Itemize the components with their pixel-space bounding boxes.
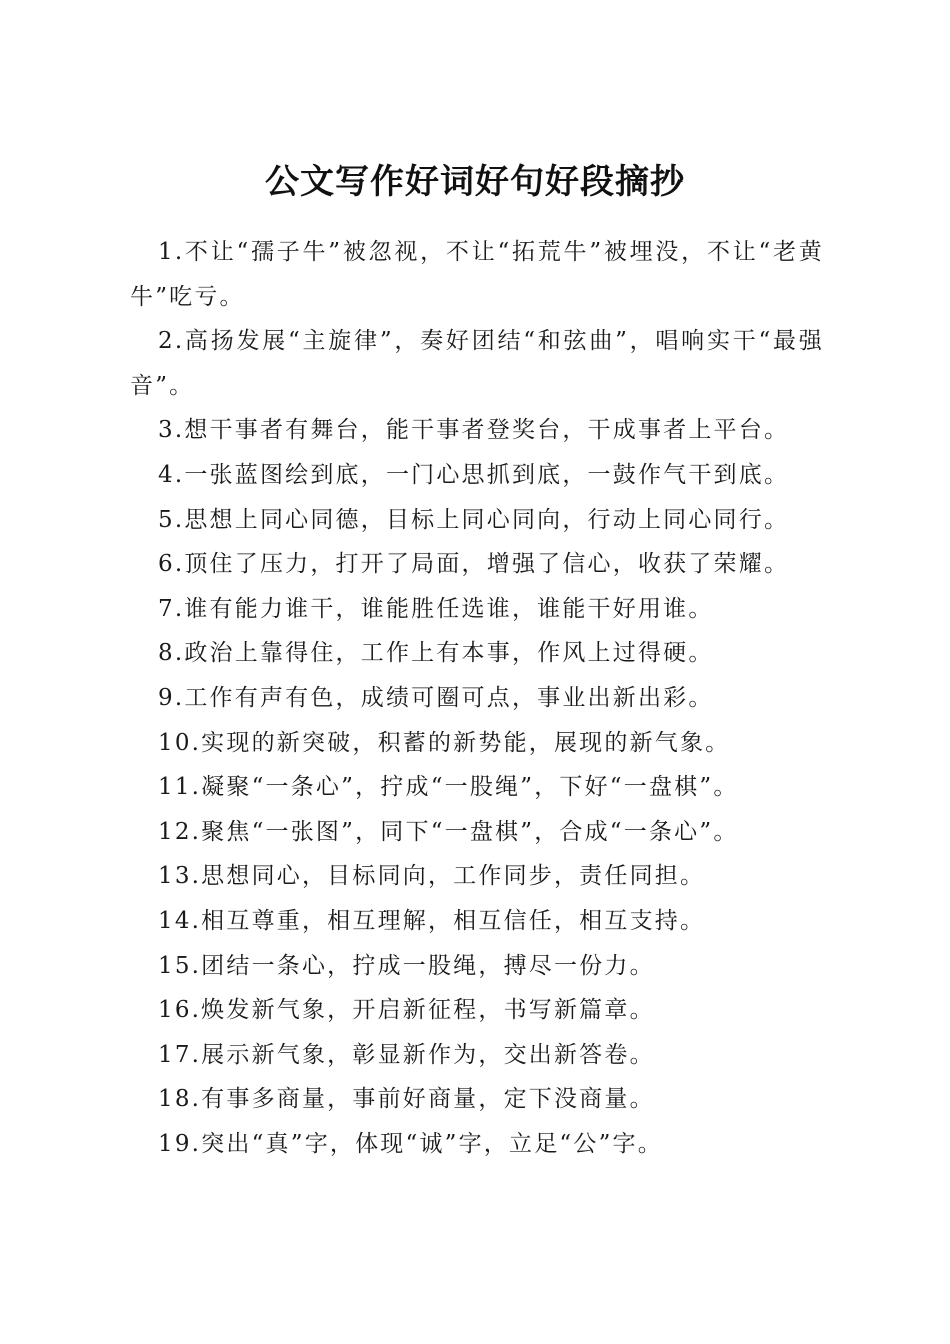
list-item: 3.想干事者有舞台，能干事者登奖台，干成事者上平台。 <box>158 417 790 444</box>
document-title: 公文写作好词好句好段摘抄 <box>265 161 685 202</box>
list-item: 13.思想同心，目标同向，工作同步，责任同担。 <box>158 863 706 890</box>
list-item: 1.不让“孺子牛”被忽视，不让“拓荒牛”被埋没，不让“老黄牛”吃亏。 <box>130 239 824 310</box>
list-item: 17.展示新气象，彰显新作为，交出新答卷。 <box>158 1041 655 1068</box>
list-item: 4.一张蓝图绘到底，一门心思抓到底，一鼓作气干到底。 <box>158 461 790 488</box>
list-item: 7.谁有能力谁干，谁能胜任选谁，谁能干好用谁。 <box>158 595 714 622</box>
list-item: 2.高扬发展“主旋律”，奏好团结“和弦曲”，唱响实干“最强音”。 <box>130 328 824 399</box>
list-item: 14.相互尊重，相互理解，相互信任，相互支持。 <box>158 907 706 934</box>
list-item: 19.突出“真”字，体现“诚”字，立足“公”字。 <box>158 1130 663 1157</box>
list-item: 16.焕发新气象，开启新征程，书写新篇章。 <box>158 997 655 1024</box>
list-item: 6.顶住了压力，打开了局面，增强了信心，收获了荣耀。 <box>158 551 790 578</box>
list-item: 18.有事多商量，事前好商量，定下没商量。 <box>158 1086 655 1113</box>
list-item: 11.凝聚“一条心”，拧成“一股绳”，下好“一盘棋”。 <box>158 774 739 801</box>
list-item: 12.聚焦“一张图”，同下“一盘棋”，合成“一条心”。 <box>158 818 739 845</box>
list-item: 5.思想上同心同德，目标上同心同向，行动上同心同行。 <box>158 506 790 533</box>
list-item: 8.政治上靠得住，工作上有本事，作风上过得硬。 <box>158 640 714 667</box>
document-body <box>130 230 824 1166</box>
list-item: 9.工作有声有色，成绩可圈可点，事业出新出彩。 <box>158 684 714 711</box>
list-item: 15.团结一条心，拧成一股绳，搏尽一份力。 <box>158 952 655 979</box>
list-item: 10.实现的新突破，积蓄的新势能，展现的新气象。 <box>158 729 731 756</box>
